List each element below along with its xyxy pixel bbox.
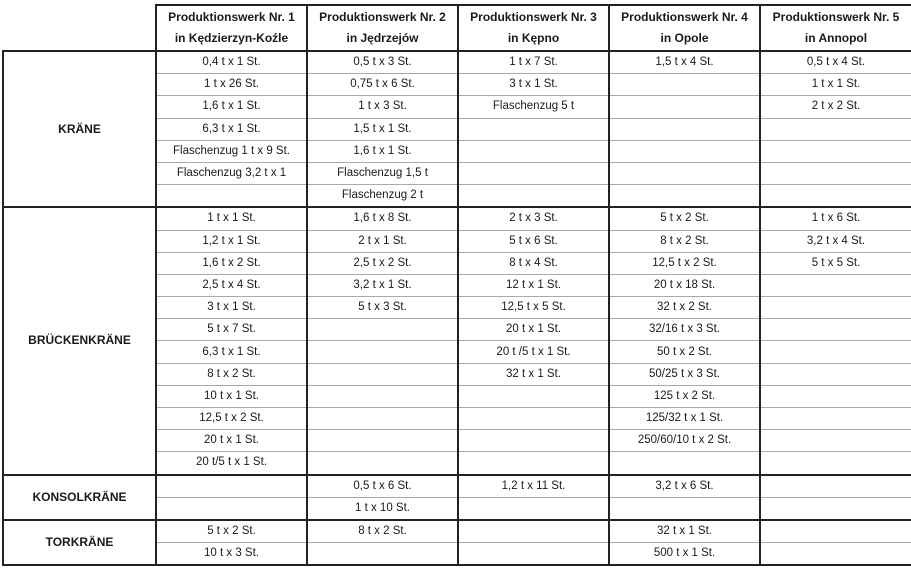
- cell-plant-1: 1,6 t x 2 St.: [156, 252, 307, 274]
- cell-plant-3: [458, 118, 609, 140]
- cell-plant-3: 1 t x 7 St.: [458, 51, 609, 74]
- cell-plant-2: 1,6 t x 1 St.: [307, 140, 458, 162]
- cell-plant-4: 8 t x 2 St.: [609, 230, 760, 252]
- cell-plant-2: Flaschenzug 1,5 t: [307, 162, 458, 184]
- cell-plant-5: [760, 140, 911, 162]
- cell-plant-5: [760, 185, 911, 208]
- header-plant-4: Produktionswerk Nr. 4 in Opole: [609, 5, 760, 51]
- cell-plant-2: [307, 363, 458, 385]
- table-body: [3, 51, 911, 565]
- cell-plant-1: [156, 497, 307, 520]
- cell-plant-5: [760, 430, 911, 452]
- cell-plant-1: 5 t x 7 St.: [156, 319, 307, 341]
- cell-plant-3: [458, 452, 609, 475]
- cell-plant-3: 20 t /5 t x 1 St.: [458, 341, 609, 363]
- cell-plant-5: [760, 341, 911, 363]
- cell-plant-5: [760, 297, 911, 319]
- cell-plant-4: [609, 162, 760, 184]
- cell-plant-5: 2 t x 2 St.: [760, 96, 911, 118]
- cell-plant-2: [307, 452, 458, 475]
- cell-plant-3: 1,2 t x 11 St.: [458, 475, 609, 498]
- cell-plant-3: [458, 543, 609, 566]
- cell-plant-3: [458, 385, 609, 407]
- cell-plant-3: Flaschenzug 5 t: [458, 96, 609, 118]
- cell-plant-5: 1 t x 1 St.: [760, 74, 911, 96]
- cell-plant-4: 32 t x 2 St.: [609, 297, 760, 319]
- cell-plant-2: [307, 385, 458, 407]
- cell-plant-4: [609, 497, 760, 520]
- cell-plant-4: 250/60/10 t x 2 St.: [609, 430, 760, 452]
- cell-plant-5: 5 t x 5 St.: [760, 252, 911, 274]
- cell-plant-5: [760, 520, 911, 543]
- category-label: KONSOLKRÄNE: [3, 475, 156, 520]
- cell-plant-1: 20 t x 1 St.: [156, 430, 307, 452]
- cell-plant-4: 32 t x 1 St.: [609, 520, 760, 543]
- cell-plant-4: 50/25 t x 3 St.: [609, 363, 760, 385]
- cell-plant-3: [458, 185, 609, 208]
- cell-plant-1: [156, 185, 307, 208]
- cell-plant-4: [609, 140, 760, 162]
- crane-production-table: [2, 4, 911, 566]
- header-plant-5: Produktionswerk Nr. 5 in Annopol: [760, 5, 911, 51]
- cell-plant-2: 1,6 t x 8 St.: [307, 207, 458, 230]
- cell-plant-5: [760, 118, 911, 140]
- cell-plant-2: 2 t x 1 St.: [307, 230, 458, 252]
- cell-plant-1: 10 t x 3 St.: [156, 543, 307, 566]
- cell-plant-4: [609, 96, 760, 118]
- cell-plant-1: Flaschenzug 1 t x 9 St.: [156, 140, 307, 162]
- cell-plant-1: 2,5 t x 4 St.: [156, 274, 307, 296]
- cell-plant-5: [760, 385, 911, 407]
- header-plant-1: Produktionswerk Nr. 1 in Kędzierzyn-Koźle: [156, 5, 307, 51]
- corner-cell: [3, 5, 156, 51]
- cell-plant-1: 1 t x 26 St.: [156, 74, 307, 96]
- cell-plant-1: 8 t x 2 St.: [156, 363, 307, 385]
- cell-plant-5: 0,5 t x 4 St.: [760, 51, 911, 74]
- cell-plant-1: 20 t/5 t x 1 St.: [156, 452, 307, 475]
- cell-plant-5: 3,2 t x 4 St.: [760, 230, 911, 252]
- cell-plant-4: 125/32 t x 1 St.: [609, 408, 760, 430]
- cell-plant-5: [760, 319, 911, 341]
- category-label: BRÜCKENKRÄNE: [3, 207, 156, 474]
- cell-plant-1: Flaschenzug 3,2 t x 1: [156, 162, 307, 184]
- header-plant-2: Produktionswerk Nr. 2 in Jędrzejów: [307, 5, 458, 51]
- cell-plant-3: [458, 408, 609, 430]
- cell-plant-1: 0,4 t x 1 St.: [156, 51, 307, 74]
- cell-plant-3: [458, 430, 609, 452]
- cell-plant-3: 20 t x 1 St.: [458, 319, 609, 341]
- cell-plant-2: 0,5 t x 3 St.: [307, 51, 458, 74]
- cell-plant-3: 12 t x 1 St.: [458, 274, 609, 296]
- cell-plant-3: 3 t x 1 St.: [458, 74, 609, 96]
- cell-plant-5: [760, 274, 911, 296]
- cell-plant-1: 1,2 t x 1 St.: [156, 230, 307, 252]
- cell-plant-1: 10 t x 1 St.: [156, 385, 307, 407]
- cell-plant-5: [760, 162, 911, 184]
- cell-plant-3: [458, 497, 609, 520]
- cell-plant-5: [760, 363, 911, 385]
- header-row: [3, 5, 911, 51]
- cell-plant-2: 8 t x 2 St.: [307, 520, 458, 543]
- cell-plant-5: [760, 497, 911, 520]
- cell-plant-2: [307, 341, 458, 363]
- cell-plant-5: [760, 452, 911, 475]
- cell-plant-1: 1,6 t x 1 St.: [156, 96, 307, 118]
- cell-plant-3: 32 t x 1 St.: [458, 363, 609, 385]
- cell-plant-2: 5 t x 3 St.: [307, 297, 458, 319]
- cell-plant-1: 3 t x 1 St.: [156, 297, 307, 319]
- cell-plant-4: 3,2 t x 6 St.: [609, 475, 760, 498]
- cell-plant-3: [458, 520, 609, 543]
- cell-plant-4: [609, 118, 760, 140]
- cell-plant-1: 1 t x 1 St.: [156, 207, 307, 230]
- cell-plant-4: 125 t x 2 St.: [609, 385, 760, 407]
- cell-plant-4: 32/16 t x 3 St.: [609, 319, 760, 341]
- cell-plant-2: 3,2 t x 1 St.: [307, 274, 458, 296]
- cell-plant-4: [609, 185, 760, 208]
- cell-plant-2: Flaschenzug 2 t: [307, 185, 458, 208]
- cell-plant-5: [760, 408, 911, 430]
- cell-plant-2: 0,5 t x 6 St.: [307, 475, 458, 498]
- cell-plant-1: 12,5 t x 2 St.: [156, 408, 307, 430]
- cell-plant-2: [307, 430, 458, 452]
- cell-plant-3: 2 t x 3 St.: [458, 207, 609, 230]
- table-row: [3, 207, 911, 230]
- header-plant-3: Produktionswerk Nr. 3 in Kępno: [458, 5, 609, 51]
- cell-plant-4: 1,5 t x 4 St.: [609, 51, 760, 74]
- cell-plant-2: 1 t x 3 St.: [307, 96, 458, 118]
- category-label: TORKRÄNE: [3, 520, 156, 565]
- cell-plant-4: [609, 452, 760, 475]
- cell-plant-2: 0,75 t x 6 St.: [307, 74, 458, 96]
- cell-plant-3: [458, 162, 609, 184]
- cell-plant-1: 6,3 t x 1 St.: [156, 118, 307, 140]
- cell-plant-4: 20 t x 18 St.: [609, 274, 760, 296]
- cell-plant-2: [307, 543, 458, 566]
- cell-plant-5: 1 t x 6 St.: [760, 207, 911, 230]
- cell-plant-2: 1,5 t x 1 St.: [307, 118, 458, 140]
- cell-plant-2: 2,5 t x 2 St.: [307, 252, 458, 274]
- cell-plant-3: 8 t x 4 St.: [458, 252, 609, 274]
- cell-plant-3: [458, 140, 609, 162]
- cell-plant-2: [307, 408, 458, 430]
- cell-plant-4: 500 t x 1 St.: [609, 543, 760, 566]
- table-row: [3, 475, 911, 498]
- cell-plant-3: 5 t x 6 St.: [458, 230, 609, 252]
- cell-plant-1: [156, 475, 307, 498]
- table-row: [3, 520, 911, 543]
- cell-plant-1: 6,3 t x 1 St.: [156, 341, 307, 363]
- cell-plant-4: [609, 74, 760, 96]
- cell-plant-4: 5 t x 2 St.: [609, 207, 760, 230]
- table-row: [3, 51, 911, 74]
- cell-plant-4: 12,5 t x 2 St.: [609, 252, 760, 274]
- cell-plant-2: 1 t x 10 St.: [307, 497, 458, 520]
- cell-plant-1: 5 t x 2 St.: [156, 520, 307, 543]
- cell-plant-3: 12,5 t x 5 St.: [458, 297, 609, 319]
- cell-plant-5: [760, 543, 911, 566]
- cell-plant-2: [307, 319, 458, 341]
- cell-plant-4: 50 t x 2 St.: [609, 341, 760, 363]
- category-label: KRÄNE: [3, 51, 156, 207]
- cell-plant-5: [760, 475, 911, 498]
